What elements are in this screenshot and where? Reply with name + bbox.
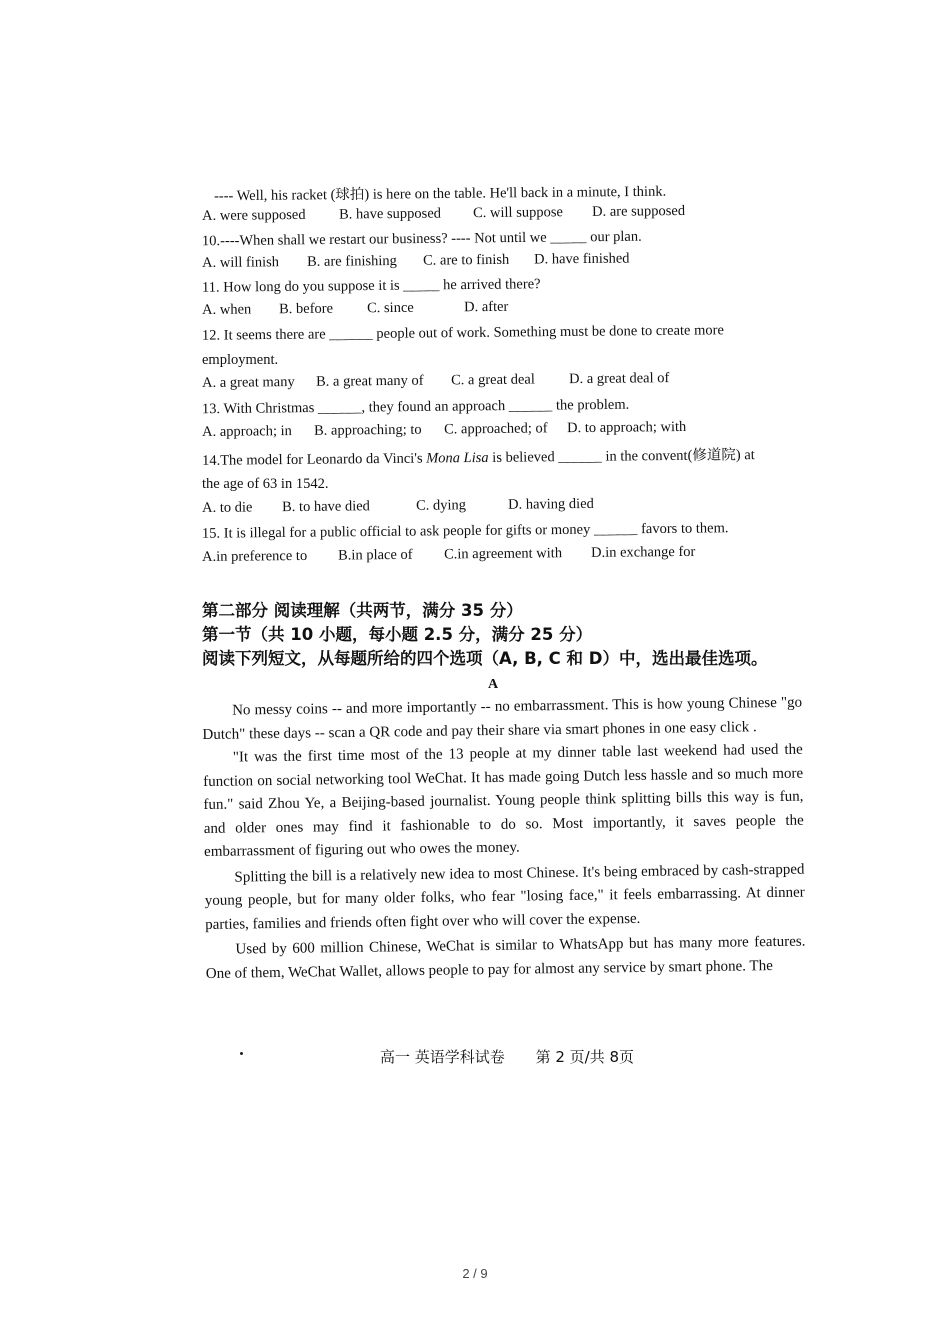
q10-option-d: D. have finished [533, 250, 630, 268]
q14-stem: 14.The model for Leonardo da Vinci's Mona Lisa is believed ______ in the convent(修道院) at [201, 447, 755, 469]
q9-option-a: A. were supposed [202, 206, 306, 224]
q14-option-d: D. having died [507, 495, 594, 513]
q14-option-b: B. to have died [281, 498, 370, 516]
passage-a [202, 692, 806, 986]
q12-stem: 12. It seems there are ______ people out of work. Something must be done to create more [201, 322, 724, 344]
passage-paragraph: Used by 600 million Chinese, WeChat is similar to WhatsApp but has many more features. One of them, WeChat Wallet, allows people to pay for almost any service by smart phone. The [205, 933, 806, 982]
passage-label: A [488, 677, 499, 692]
q11-option-a: A. when [202, 301, 252, 318]
footer-title: 高一 英语学科试卷 [380, 1048, 505, 1066]
q12-option-a: A. a great many [202, 374, 295, 391]
passage-paragraph: Splitting the bill is a relatively new idea to most Chinese. It's being embraced by cash-strapped young people, but for many older folks, who fear "losing face," it feels embarrassing. At dinner parties, families and friends often fight over who will cover the expense. [204, 861, 805, 933]
q9-option-c: C. will suppose [472, 204, 563, 222]
reading-instruction: 阅读下列短文，从每题所给的四个选项（A, B, C 和 D）中，选出最佳选项。 [202, 649, 768, 668]
q12-option-c: C. a great deal [450, 371, 535, 389]
q9-dialog: ---- Well, his racket (球拍) is here on the table. He'll back in a minute, I think. [213, 183, 667, 205]
q10-option-a: A. will finish [202, 254, 280, 271]
q10-option-b: B. are finishing [306, 252, 397, 270]
q15-stem: 15. It is illegal for a public official to ask people for gifts or money ______ favors to them. [201, 520, 729, 542]
q14-title: Mona Lisa [426, 449, 489, 467]
q14-option-c: C. dying [415, 497, 467, 514]
q10-option-c: C. are to finish [422, 251, 510, 269]
q15-option-c: C.in agreement with [443, 545, 563, 563]
scan-speck [240, 1052, 243, 1055]
q15-option-a: A.in preference to [202, 547, 308, 565]
viewer-page-indicator: 2 / 9 [462, 1266, 488, 1281]
q11-option-b: B. before [278, 300, 334, 318]
q9-option-b: B. have supposed [338, 205, 442, 223]
q11-option-c: C. since [366, 299, 414, 317]
q12-option-b: B. a great many of [315, 372, 424, 390]
q9-option-d: D. are supposed [591, 202, 686, 220]
q12-option-d: D. a great deal of [568, 370, 670, 388]
q14-option-a: A. to die [202, 499, 253, 516]
q15-option-d: D.in exchange for [590, 543, 696, 561]
part2-heading: 第二部分 阅读理解（共两节，满分 35 分） [202, 601, 523, 620]
passage-paragraph: "It was the first time most of the 13 people at my dinner table last weekend had used the function on social networking tool WeChat. It has made going Dutch less hassle and so much more fun." said Zhou Ye, a Beijing-based journalist. Young people think splitting bills this way is fun, and older ones may find it fashionable to do so. Most importantly, it saves people the embarrassment of figuring out who owes the money. [203, 741, 804, 860]
q13-option-c: C. approached; of [443, 420, 548, 438]
q13-option-b: B. approaching; to [313, 421, 422, 439]
footer-page-number: 第 2 页/共 8页 [535, 1048, 635, 1066]
q11-option-d: D. after [463, 298, 509, 316]
q11-stem: 11. How long do you suppose it is _____ he arrived there? [201, 276, 541, 296]
q14-stem-continued: the age of 63 in 1542. [202, 476, 329, 492]
q13-stem: 13. With Christmas ______, they found an approach ______ the problem. [201, 396, 630, 418]
q12-stem-continued: employment. [202, 352, 279, 368]
page-footer [380, 1046, 634, 1067]
section1-heading: 第一节（共 10 小题，每小题 2.5 分，满分 25 分） [202, 625, 593, 644]
q13-option-a: A. approach; in [202, 423, 292, 440]
q10-stem: 10.----When shall we restart our business? ---- Not until we _____ our plan. [201, 228, 642, 250]
q13-option-d: D. to approach; with [566, 418, 687, 437]
q15-option-b: B.in place of [337, 546, 413, 564]
passage-paragraph: No messy coins -- and more importantly -- no embarrassment. This is how young Chinese "go Dutch" these days -- scan a QR code and pay their share via smart phones in one easy click . [202, 694, 803, 743]
